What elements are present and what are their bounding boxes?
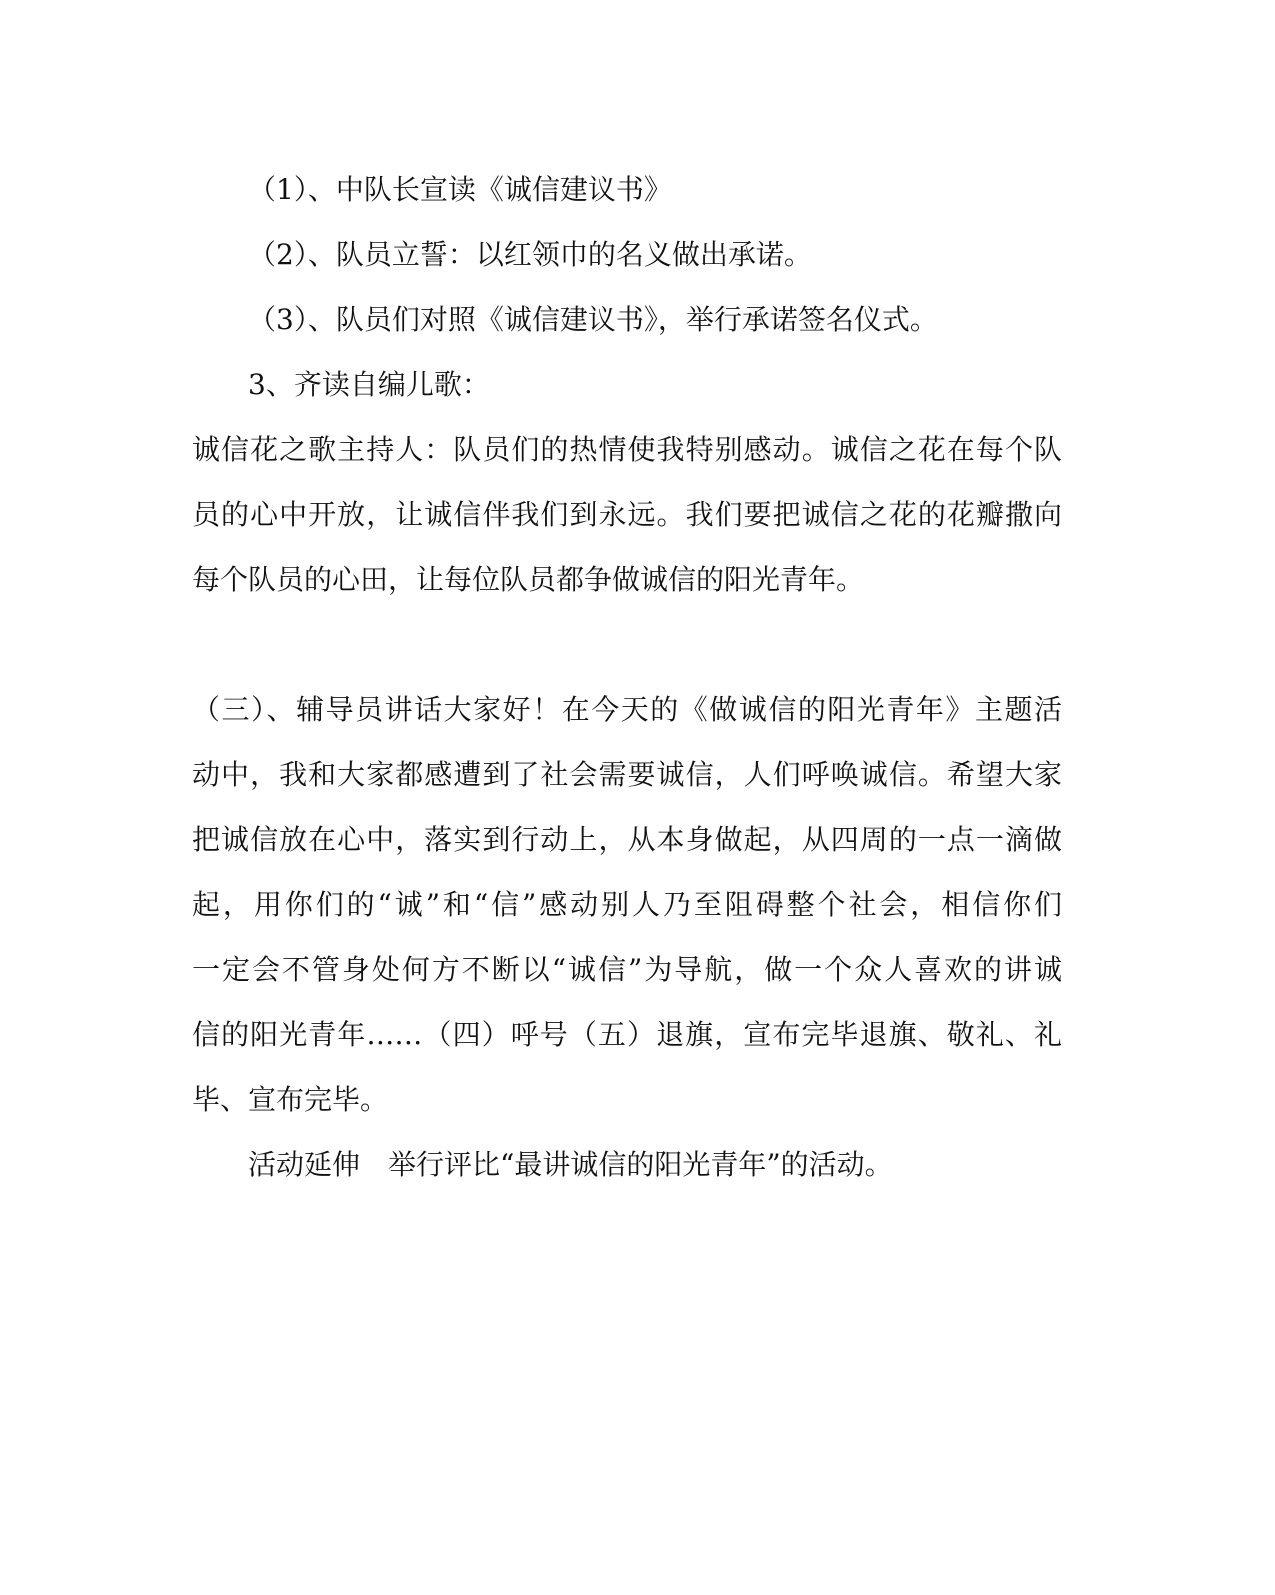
text-line: 一定会不管身处何方不断以“诚信”为导航，做一个众人喜欢的讲诚 [192,953,1062,986]
text-line: （三）、辅导员讲话大家好！在今天的《做诚信的阳光青年》主题活 [192,693,1062,726]
text-line: （2）、队员立誓：以红领巾的名义做出承诺。 [248,238,812,271]
text-line: 把诚信放在心中，落实到行动上，从本身做起，从四周的一点一滴做 [192,823,1062,856]
text-line: 每个队员的心田，让每位队员都争做诚信的阳光青年。 [192,563,865,596]
text-line: 活动延伸 举行评比“最讲诚信的阳光青年”的活动。 [248,1148,893,1181]
text-line: 毕、宣布完毕。 [192,1083,389,1116]
text-line: （3）、队员们对照《诚信建议书》，举行承诺签名仪式。 [248,303,938,336]
text-line: 3、齐读自编儿歌： [248,368,490,401]
text-line: 信的阳光青年……（四）呼号（五）退旗，宣布完毕退旗、敬礼、礼 [192,1018,1062,1051]
text-line: 诚信花之歌主持人：队员们的热情使我特别感动。诚信之花在每个队 [192,433,1062,466]
text-line: 起，用你们的“诚”和“信”感动别人乃至阻碍整个社会，相信你们 [192,888,1062,921]
text-line: 动中，我和大家都感遭到了社会需要诚信，人们呼唤诚信。希望大家 [192,758,1062,791]
text-line: 员的心中开放，让诚信伴我们到永远。我们要把诚信之花的花瓣撒向 [192,498,1062,531]
text-line: （1）、中队长宣读《诚信建议书》 [248,173,672,206]
